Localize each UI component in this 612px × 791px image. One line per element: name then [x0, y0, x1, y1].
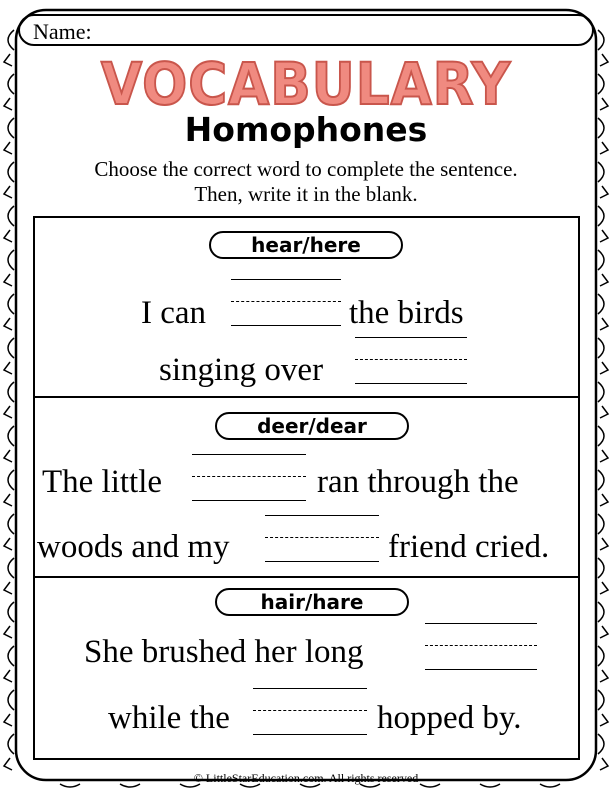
sentence-2-part-1: The little — [42, 464, 163, 500]
word-pair-pill-1: hear/here — [209, 231, 403, 259]
border-ornament — [8, 250, 14, 270]
subtitle: Homophones — [184, 110, 428, 149]
copyright-footer: © LittleStarEducation.com. All rights reserved — [193, 771, 419, 785]
border-ornament — [8, 514, 14, 534]
border-ornament — [600, 582, 608, 594]
border-ornament — [8, 206, 14, 226]
border-ornament — [598, 514, 604, 534]
word-pair-pill-3: hair/hare — [215, 588, 409, 616]
border-ornament — [600, 494, 608, 506]
border-ornament — [598, 338, 604, 358]
border-ornament — [598, 206, 604, 226]
border-ornament — [600, 230, 608, 242]
border-ornament — [598, 470, 604, 490]
border-ornament — [600, 274, 608, 286]
border-ornament — [598, 558, 604, 578]
border-ornament — [8, 558, 14, 578]
sentence-1-part-1: I can — [141, 295, 207, 331]
border-ornament — [598, 734, 604, 754]
border-ornament — [600, 318, 608, 330]
word-pair-pill-2: deer/dear — [215, 412, 409, 440]
border-ornament — [4, 450, 12, 462]
border-ornament — [8, 426, 14, 446]
border-ornament — [600, 670, 608, 682]
border-ornament — [4, 758, 12, 770]
instruction-line-1: Choose the correct word to complete the sentence. — [94, 157, 518, 181]
border-ornament — [600, 714, 608, 726]
border-ornament — [4, 538, 12, 550]
border-ornament — [598, 382, 604, 402]
section-divider — [33, 576, 580, 578]
border-ornament — [600, 758, 608, 770]
border-ornament — [8, 690, 14, 710]
instructions — [0, 157, 612, 207]
border-ornament — [4, 406, 12, 418]
border-ornament — [8, 338, 14, 358]
sentence-3-part-2: while the — [108, 700, 230, 736]
sentence-3-part-1: She brushed her long — [84, 634, 364, 670]
sentence-2-part-4: friend cried. — [388, 529, 550, 565]
border-ornament — [4, 670, 12, 682]
border-ornament — [598, 602, 604, 622]
border-ornament — [8, 646, 14, 666]
instruction-line-2: Then, write it in the blank. — [194, 182, 418, 206]
border-ornament — [4, 714, 12, 726]
border-ornament — [4, 318, 12, 330]
border-ornament — [598, 74, 604, 94]
sentence-1-part-3: singing over — [159, 352, 324, 388]
vocabulary-title — [94, 50, 518, 118]
border-ornament — [600, 54, 608, 66]
border-ornament — [4, 582, 12, 594]
border-ornament — [600, 406, 608, 418]
border-ornament — [598, 30, 604, 50]
border-ornament — [8, 74, 14, 94]
border-ornament — [598, 646, 604, 666]
border-ornament — [600, 538, 608, 550]
border-ornament — [8, 382, 14, 402]
sentence-1-part-2: the birds — [349, 295, 464, 331]
sentence-2-part-2: ran through the — [317, 464, 519, 500]
border-ornament — [600, 98, 608, 110]
border-ornament — [8, 470, 14, 490]
border-ornament — [600, 362, 608, 374]
border-ornament — [8, 30, 14, 50]
section-divider — [33, 396, 580, 398]
border-ornament — [4, 362, 12, 374]
border-ornament — [598, 690, 604, 710]
sentence-3-part-3: hopped by. — [377, 700, 522, 736]
border-ornament — [8, 734, 14, 754]
border-ornament — [8, 294, 14, 314]
name-field[interactable] — [18, 14, 594, 46]
border-ornament — [598, 250, 604, 270]
border-ornament — [4, 98, 12, 110]
sentence-2-part-3: woods and my — [37, 529, 230, 565]
border-ornament — [600, 450, 608, 462]
title-text: VOCABULARY — [101, 50, 512, 118]
border-ornament — [4, 230, 12, 242]
name-label: Name: — [33, 19, 92, 44]
border-ornament — [8, 602, 14, 622]
border-ornament — [4, 626, 12, 638]
border-ornament — [4, 274, 12, 286]
border-ornament — [598, 294, 604, 314]
border-ornament — [4, 54, 12, 66]
border-ornament — [4, 494, 12, 506]
border-ornament — [598, 426, 604, 446]
border-ornament — [600, 626, 608, 638]
